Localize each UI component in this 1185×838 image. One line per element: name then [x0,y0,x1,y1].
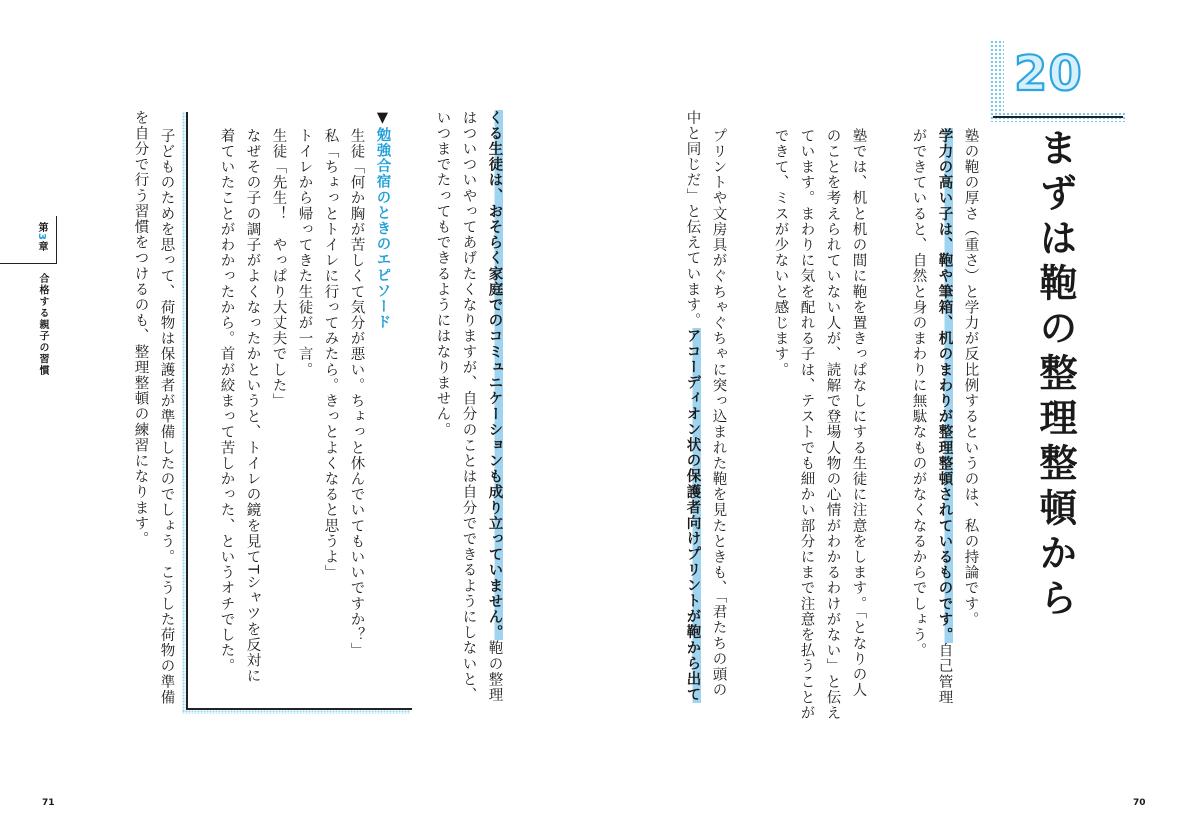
episode-heading-text: 勉強合宿のときのエピソード [374,127,391,330]
body-text: 自己管理 [936,642,953,706]
body-line: ています。まわりに気を配れる子は、テストでも細かい部分にまで注意を払うことが [798,128,815,721]
chapter-number: 3 [36,233,47,241]
page-number-right: 70 [1133,798,1146,808]
body-line [680,110,704,703]
body-line [482,110,506,703]
chapter-divider-vertical [56,216,57,264]
body-line [932,128,956,705]
body-line: できて、ミスが少ないと感じます。 [772,128,789,378]
episode-line: 着ていたことがわかったから。首が絞まって苦しかった、というオチでした。 [218,128,235,674]
body-text: 中と同じだ」と伝えています。 [684,110,701,329]
highlight-text: くる生徒は、おそらく家庭でのコミュニケーションも成り立っていません。 [486,110,503,641]
page-number-left: 71 [42,798,55,808]
chapter-label [34,222,49,252]
chapter-label-post: 章 [36,240,47,252]
chapter-title: 合格する親子の習慣 [37,273,48,377]
body-line: ができていると、自然と身のまわりに無駄なものがなくなるからでしょう。 [910,128,927,659]
episode-line: トイレから帰ってきた生徒が一言。 [296,128,313,378]
episode-line: 生徒「何か胸が苦しくて気分が悪い。ちょっと休んでいてもいいですか？」 [348,128,365,659]
section-number: 20 [1014,46,1083,102]
highlight-text: 学力の高い子は、鞄や筆箱、机のまわりが整理整頓されているものです。 [936,128,953,643]
body-line: プリントや文房具がぐちゃぐちゃに突っ込まれた鞄を見たときも、「君たちの頭の [710,128,727,698]
section-title: まずは鞄の整理整頓から [1033,128,1077,623]
body-line: 塾の鞄の厚さ（重さ）と学力が反比例するというのは、私の持論です。 [962,128,979,628]
chapter-divider [0,263,56,264]
chapter-label-pre: 第 [36,222,47,233]
body-line: 子どものためを思って、荷物は保護者が準備したのでしょう。こうした荷物の準備 [158,128,175,706]
episode-heading [370,110,394,330]
highlight-text: アコーディオン状の保護者向けプリントが鞄から出て [684,328,701,703]
body-line: いつまでたってもできるようにはなりません。 [434,110,451,438]
triangle-marker-icon: ▼ [374,110,391,128]
episode-line: 生徒「先生！ やっぱり大丈夫でした」 [270,128,287,409]
episode-line: なぜその子の調子がよくなったかというと、トイレの鏡を見てTシャツを反対に [244,128,261,684]
body-line: はついついやってあげたくなりますが、自分のことは自分でできるようにしないと、 [460,110,477,703]
body-text: 鞄の整理 [486,640,503,703]
body-line: のことを考えられていない人が、読解で登場人物の心情がわかるわけがない」と伝え [824,128,841,721]
body-line: を自分で行う習慣をつけるのも、整理整頓の練習になります。 [132,110,149,547]
episode-line: 私「ちょっとトイレに行ってみたら。きっとよくなると思うよ」 [322,128,339,581]
body-line: 塾では、机と机の間に鞄を置きっぱなしにする生徒に注意をします。「となりの人 [850,128,867,698]
